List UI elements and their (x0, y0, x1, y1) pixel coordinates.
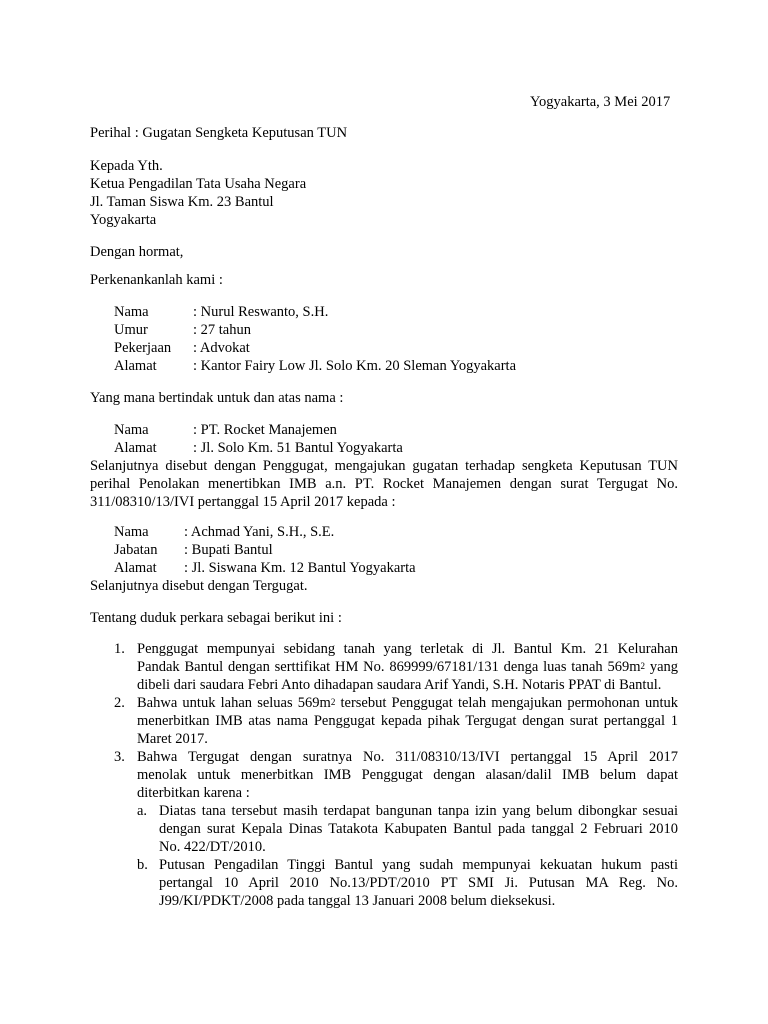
defendant-line: Selanjutnya disebut dengan Tergugat. (90, 578, 308, 594)
field-label: Nama (114, 304, 149, 320)
acting-for-line: Yang mana bertindak untuk dan atas nama : (90, 390, 344, 406)
list-line: menerbitkan IMB atas nama Penggugat kepada pihak Tergugat dengan surat pertanggal 1 (137, 713, 678, 729)
paragraph-line: perihal Penolakan menertibkan IMB a.n. PT. Rocket Manajemen dengan surat Tergugat No. (90, 476, 678, 492)
field-label: Umur (114, 322, 148, 338)
list-number: 2. (114, 695, 125, 711)
recipient-line: Kepada Yth. (90, 158, 163, 174)
field-label: Jabatan (114, 542, 158, 558)
list-line: diterbitkan karena : (137, 785, 250, 801)
list-line: dibeli dari saudara Febri Anto dihadapan saudara Arif Yandi, S.H. Notaris PPAT di Bantul. (137, 677, 662, 693)
field-value: : Nurul Reswanto, S.H. (193, 304, 329, 320)
field-value: : Jl. Solo Km. 51 Bantul Yogyakarta (193, 440, 403, 456)
field-label: Alamat (114, 560, 157, 576)
sub-list-letter: b. (137, 857, 148, 873)
field-label: Nama (114, 524, 149, 540)
letter-subject: Perihal : Gugatan Sengketa Keputusan TUN (90, 125, 348, 141)
list-number: 1. (114, 641, 125, 657)
list-line: Maret 2017. (137, 731, 208, 747)
list-line: J99/KI/PDKT/2008 pada tanggal 13 Januari 2008 belum dieksekusi. (159, 893, 556, 909)
list-line: pertangal 10 April 2010 No.13/PDT/2010 PT SMI Ji. Putusan MA Reg. No. (159, 875, 678, 891)
list-line: Penggugat mempunyai sebidang tanah yang terletak di Jl. Bantul Km. 21 Kelurahan (137, 641, 678, 657)
list-line: menolak untuk menerbitkan IMB Penggugat dengan alasan/dalil IMB belum dapat (137, 767, 678, 783)
case-intro: Tentang duduk perkara sebagai berikut ini : (90, 610, 342, 626)
field-value: : Jl. Siswana Km. 12 Bantul Yogyakarta (184, 560, 416, 576)
list-line: Bahwa untuk lahan seluas $569m^2$ tersebut Penggugat telah mengajukan permohonan untuk (137, 695, 678, 711)
recipient-line: Ketua Pengadilan Tata Usaha Negara (90, 176, 307, 192)
list-line: dengan surat Kepala Dinas Tatakota Kabupaten Bantul pada tanggal 2 Februari 2010 (159, 821, 678, 837)
field-value: : Bupati Bantul (184, 542, 273, 558)
greeting: Dengan hormat, (90, 244, 184, 260)
list-line: Diatas tana tersebut masih terdapat bangunan tanpa izin yang belum dibongkar sesuai (159, 803, 678, 819)
list-number: 3. (114, 749, 125, 765)
list-line: Putusan Pengadilan Tinggi Bantul yang sudah mempunyai kekuatan hukum pasti (159, 857, 678, 873)
sub-list-letter: a. (137, 803, 148, 819)
recipient-line: Yogyakarta (90, 212, 157, 228)
field-value: : 27 tahun (193, 322, 251, 338)
field-label: Pekerjaan (114, 340, 172, 356)
field-value: : Kantor Fairy Low Jl. Solo Km. 20 Sleman Yogyakarta (193, 358, 517, 374)
field-value: : Advokat (193, 340, 250, 356)
field-label: Alamat (114, 440, 157, 456)
field-label: Nama (114, 422, 149, 438)
letter-date: Yogyakarta, 3 Mei 2017 (530, 94, 671, 110)
list-line: Bahwa Tergugat dengan suratnya No. 311/08310/13/IVI pertanggal 15 April 2017 (137, 749, 678, 765)
intro-line: Perkenankanlah kami : (90, 272, 223, 288)
paragraph-line: 311/08310/13/IVI pertanggal 15 April 2017 kepada : (90, 494, 396, 510)
list-line: Pandak Bantul dengan serttifikat HM No. 869999/67181/131 denga luas tanah $569m^2$ yang (137, 659, 679, 675)
paragraph-line: Selanjutnya disebut dengan Penggugat, mengajukan gugatan terhadap sengketa Keputusan TUN (90, 458, 678, 474)
field-label: Alamat (114, 358, 157, 374)
field-value: : Achmad Yani, S.H., S.E. (184, 524, 335, 540)
field-value: : PT. Rocket Manajemen (193, 422, 337, 438)
recipient-line: Jl. Taman Siswa Km. 23 Bantul (90, 194, 274, 210)
list-line: No. 422/DT/2010. (159, 839, 266, 855)
